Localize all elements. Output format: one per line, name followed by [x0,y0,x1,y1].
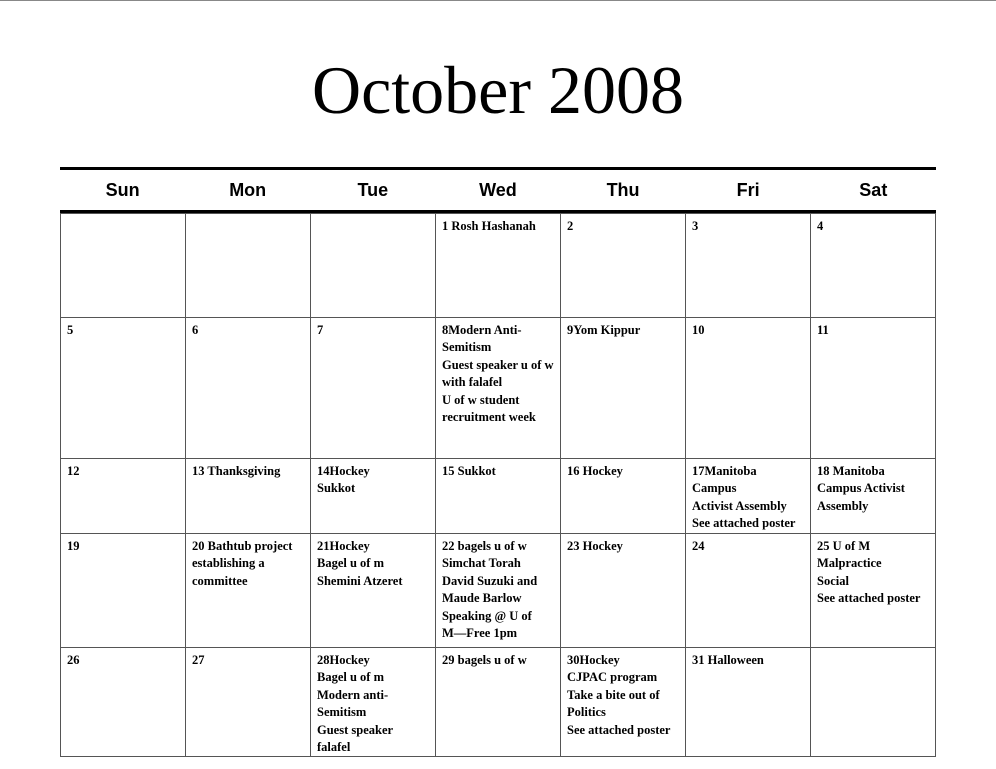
day-cell: 27 [186,648,311,757]
weekday-mon: Mon [229,180,267,200]
day-cell: 23 Hockey [561,534,686,648]
top-border [0,0,996,1]
day-cell: 12 [61,459,186,534]
day-cell: 18 Manitoba Campus Activist Assembly [811,459,936,534]
day-cell: 7 [311,318,436,459]
day-cell: 16 Hockey [561,459,686,534]
week-row [61,214,936,318]
weekday-fri: Fri [736,180,760,200]
day-cell: 10 [686,318,811,459]
weekday-tue: Tue [357,180,389,200]
day-cell: 6 [186,318,311,459]
day-cell: 22 bagels u of w Simchat Torah David Suzuki and Maude Barlow Speaking @ U of M—Free 1pm [436,534,561,648]
day-cell: 21Hockey Bagel u of m Shemini Atzeret [311,534,436,648]
weekday-thu: Thu [606,180,640,200]
day-cell: 14Hockey Sukkot [311,459,436,534]
weekday-header [60,167,936,213]
day-cell: 25 U of M Malpractice Social See attached poster [811,534,936,648]
day-cell: 11 [811,318,936,459]
day-cell [811,648,936,757]
weekday-sat: Sat [859,180,888,200]
day-cell: 13 Thanksgiving [186,459,311,534]
week-row [61,459,936,534]
day-cell: 31 Halloween [686,648,811,757]
day-cell [311,214,436,318]
day-cell: 29 bagels u of w [436,648,561,757]
day-cell: 17Manitoba Campus Activist Assembly See attached poster [686,459,811,534]
day-cell: 24 [686,534,811,648]
day-cell: 4 [811,214,936,318]
day-cell: 5 [61,318,186,459]
calendar [60,167,936,757]
day-cell: 3 [686,214,811,318]
day-cell: 9Yom Kippur [561,318,686,459]
day-cell: 20 Bathtub project establishing a committee [186,534,311,648]
weekday-sun: Sun [105,180,140,200]
day-cell: 8Modern Anti- Semitism Guest speaker u of w with falafel U of w student recruitment week [436,318,561,459]
day-cell: 28Hockey Bagel u of m Modern anti- Semitism Guest speaker falafel [311,648,436,757]
week-row [61,534,936,648]
day-cell: 30Hockey CJPAC program Take a bite out of Politics See attached poster [561,648,686,757]
day-cell: 1 Rosh Hashanah [436,214,561,318]
calendar-grid [60,213,936,757]
weekday-wed: Wed [479,180,517,200]
day-cell [186,214,311,318]
week-row [61,648,936,757]
day-cell: 26 [61,648,186,757]
day-cell: 15 Sukkot [436,459,561,534]
day-cell: 2 [561,214,686,318]
day-cell: 19 [61,534,186,648]
week-row [61,318,936,459]
page-title: October 2008 [311,52,684,128]
day-cell [61,214,186,318]
